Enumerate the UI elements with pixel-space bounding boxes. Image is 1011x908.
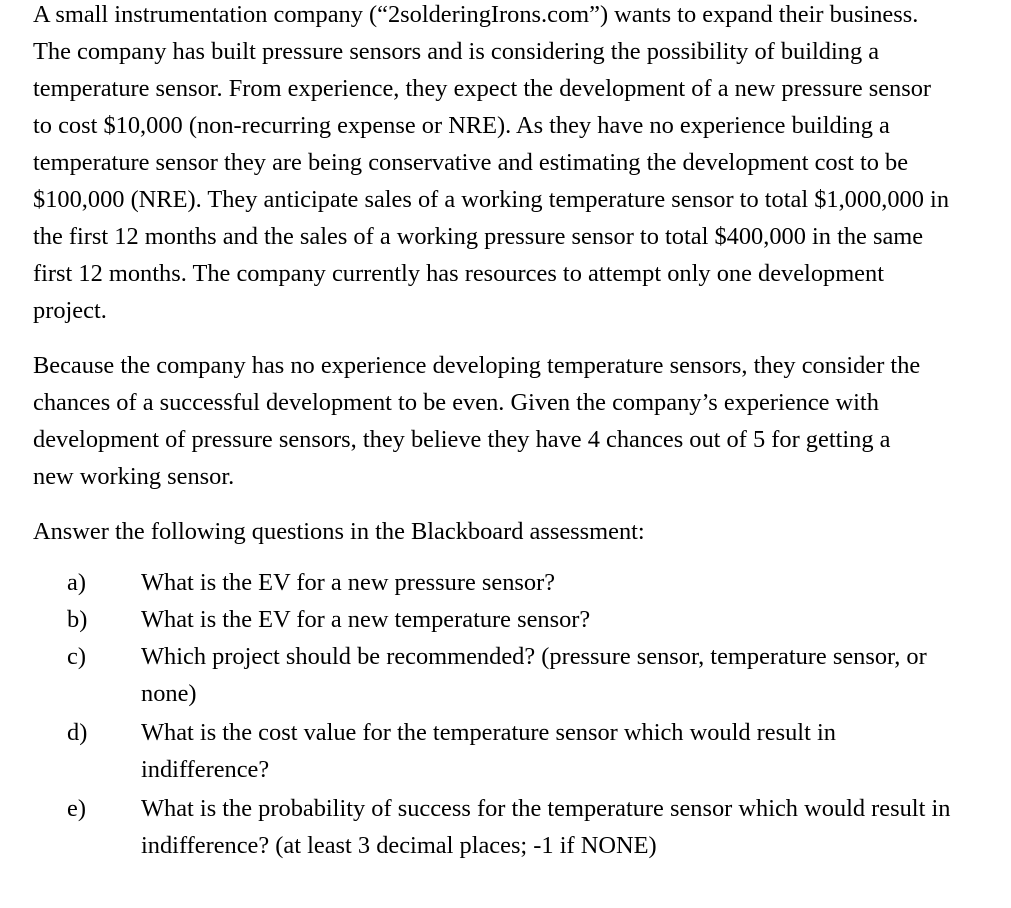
question-letter: c): [67, 643, 86, 670]
question-text: What is the EV for a new temperature sensor?: [141, 606, 591, 633]
instruction-text: Answer the following questions in the Blackboard assessment:: [33, 518, 645, 545]
question-item: [33, 638, 1003, 712]
question-text: What is the EV for a new pressure sensor?: [141, 569, 556, 596]
question-text: What is the cost value for the temperature sensor which would result in indifference?: [141, 719, 836, 783]
document-page: [33, 0, 1003, 864]
question-item: [33, 790, 1003, 864]
question-item: [33, 564, 1003, 601]
question-text: Which project should be recommended? (pressure sensor, temperature sensor, or none): [141, 643, 927, 707]
question-letter: a): [67, 569, 86, 596]
question-letter: b): [67, 606, 88, 633]
question-item: [33, 601, 1003, 638]
question-text: What is the probability of success for the temperature sensor which would result in indifference? (at least 3 decimal places; -1 if NONE): [141, 795, 951, 859]
probability-paragraph: Because the company has no experience developing temperature sensors, they consider the chances of a successful development to be even. Given the company’s experience with development of pressure sensors, they believe they have 4 chances out of 5 for getting a new working sensor.: [33, 352, 921, 490]
intro-paragraph: A small instrumentation company (“2solderingIrons.com”) wants to expand their business. The company has built pressure sensors and is considering the possibility of building a temperature sensor. From experience, they expect the development of a new pressure sensor to cost $10,000 (non-recurring expense or NRE). As they have no experience building a temperature sensor they are being conservative and estimating the development cost to be $100,000 (NRE). They anticipate sales of a working temperature sensor to total $1,000,000 in the first 12 months and the sales of a working pressure sensor to total $400,000 in the same first 12 months. The company currently has resources to attempt only one development project.: [33, 1, 950, 324]
question-letter: d): [67, 719, 88, 746]
question-item: [33, 714, 1003, 788]
question-list: [33, 564, 1003, 864]
question-letter: e): [67, 795, 86, 822]
